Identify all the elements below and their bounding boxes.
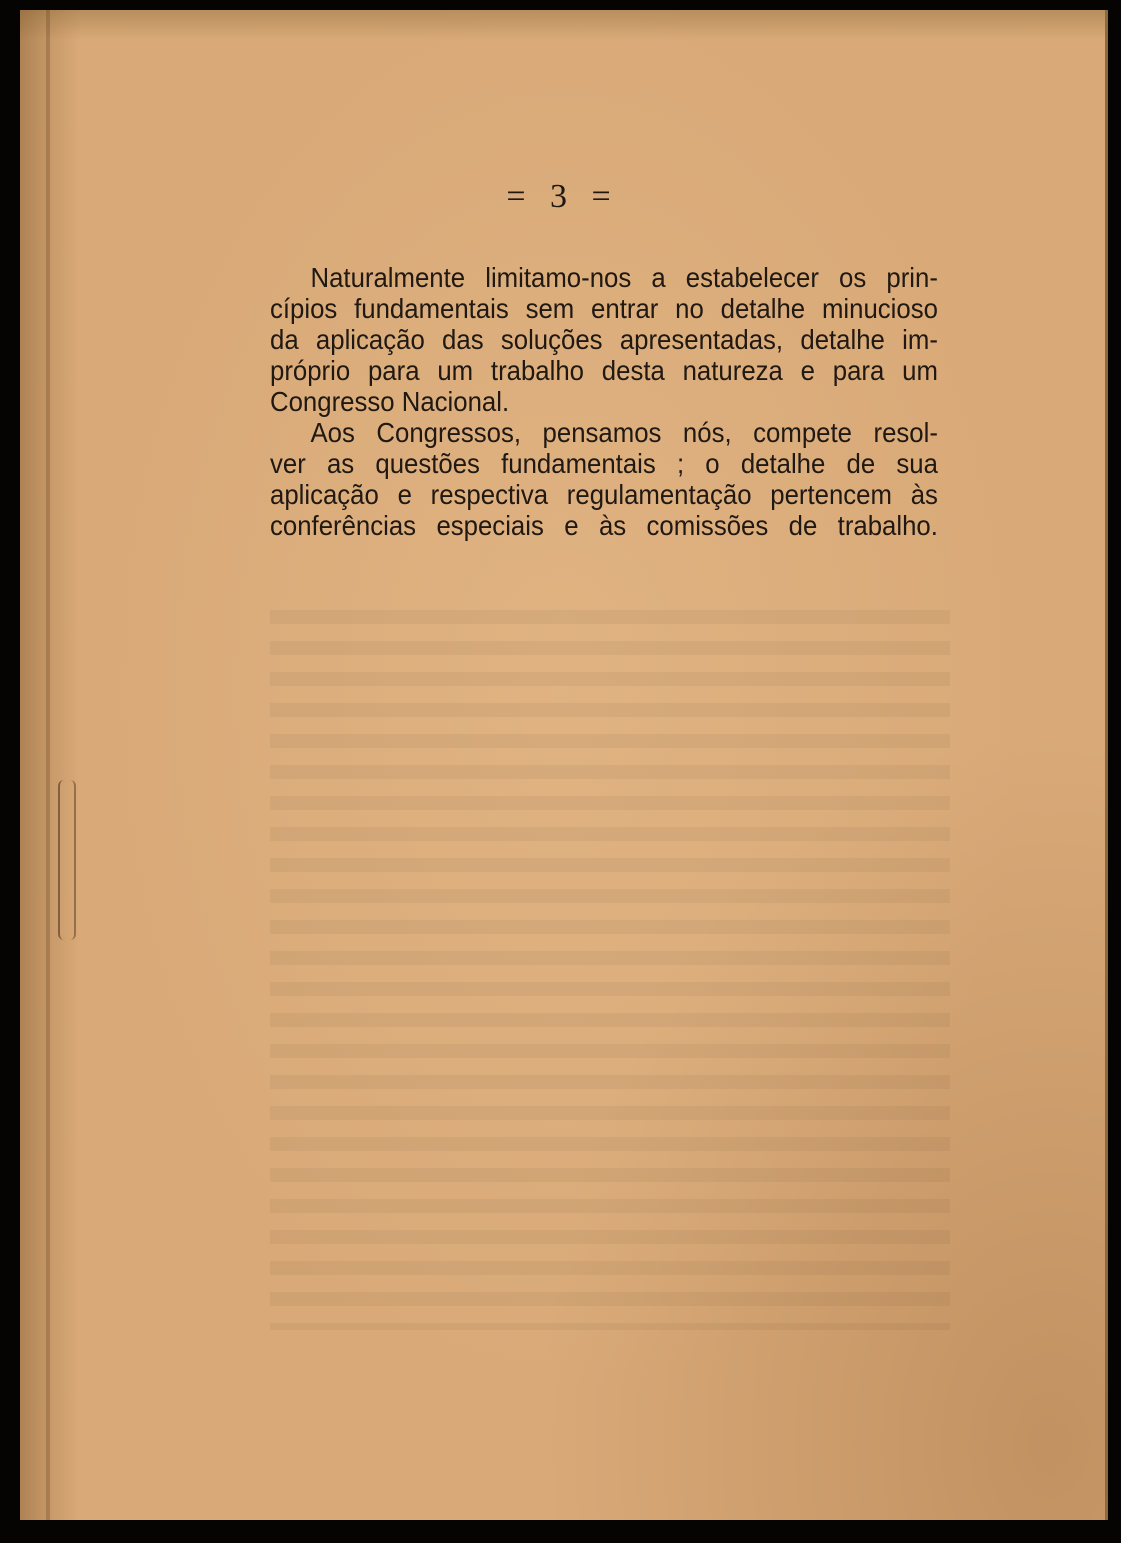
body-text <box>270 262 938 541</box>
text-line: ver as questões fundamentais ; o detalhe de sua <box>270 448 938 479</box>
page-number: = 3 = <box>506 178 619 215</box>
binding-stitch <box>58 780 76 940</box>
text-line: da aplicação das soluções apresentadas, detalhe im- <box>270 324 938 355</box>
show-through-text <box>270 610 950 1330</box>
text-line: Aos Congressos, pensamos nós, compete resol- <box>310 417 938 448</box>
text-line: Naturalmente limitamo-nos a estabelecer os prin- <box>310 262 938 293</box>
text-line: Congresso Nacional. <box>270 386 510 417</box>
binding-gutter <box>46 10 50 1520</box>
text-line: próprio para um trabalho desta natureza e para um <box>270 355 938 386</box>
text-line: cípios fundamentais sem entrar no detalhe minucioso <box>270 293 938 324</box>
text-line: conferências especiais e às comissões de trabalho. <box>270 510 938 541</box>
text-line: aplicação e respectiva regulamentação pertencem às <box>270 479 938 510</box>
document-page <box>20 10 1108 1520</box>
